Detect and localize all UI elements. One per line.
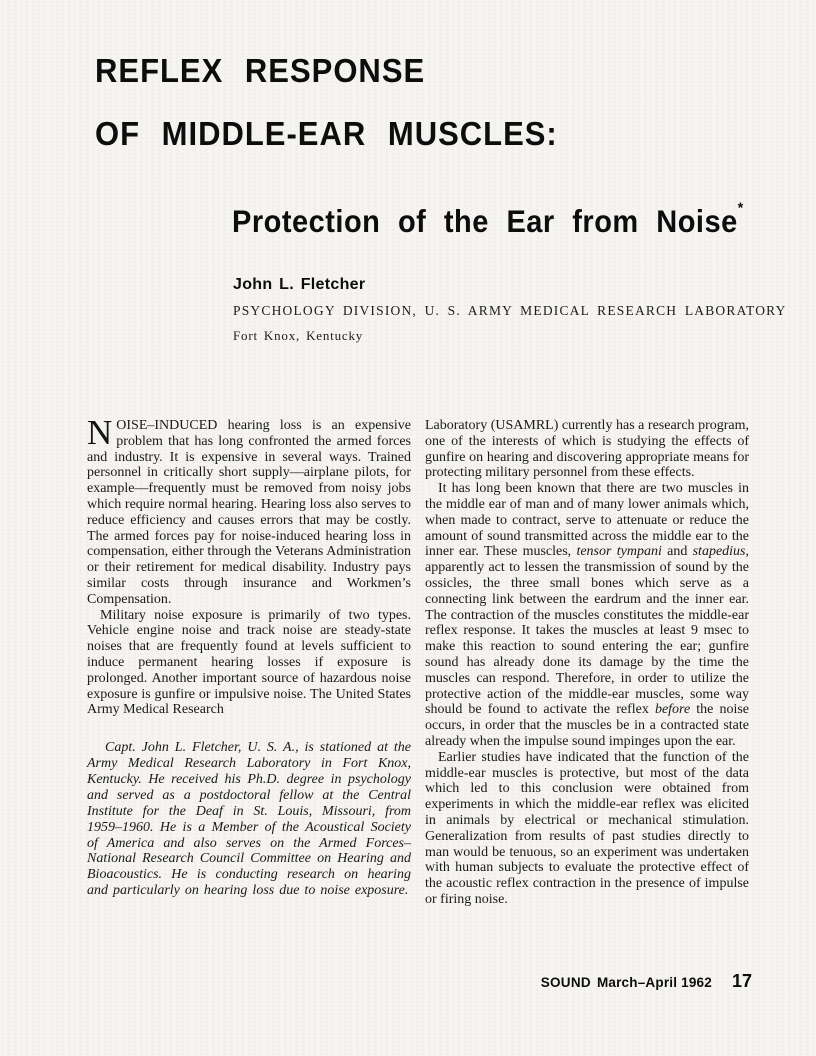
- drop-cap: N: [87, 413, 113, 452]
- paragraph-laboratory: Laboratory (USAMRL) currently has a research program, one of the interests of which is studying the effects of gunfire on hearing and discovering appropriate means for protecting military personnel from these effects.: [425, 418, 749, 481]
- right-column: [425, 418, 749, 908]
- article-subtitle-text: Protection of the Ear from Noise: [232, 205, 738, 240]
- paragraph-military-noise: Military noise exposure is primarily of two types. Vehicle engine noise and track noise are steady-state noises that are frequently found at levels sufficient to induce permanent hearing losses if exposure is prolonged. Another important source of hazardous noise exposure is gunfire or impulsive noise. The United States Army Medical Research: [87, 607, 411, 718]
- journal-issue: March–April 1962: [596, 975, 712, 990]
- article-body: [87, 413, 750, 908]
- author-affiliation: PSYCHOLOGY DIVISION, U. S. ARMY MEDICAL RESEARCH LABORATORY: [233, 303, 787, 318]
- article-subtitle: [232, 190, 743, 240]
- left-column: [87, 413, 411, 908]
- article-title: [95, 51, 558, 153]
- paragraph-two-muscles: It has long been known that there are two muscles in the middle ear of man and of many lower animals which, when made to contract, serve to attenuate or reduce the amount of sound transmitted across the middle ear to the inner ear. These muscles, tensor tympani and stapedius, apparently act to lessen the transmission of sound by the ossicles, the three small bones which serve as a connecting link between the eardrum and the inner ear. The contraction of the muscles constitutes the middle-ear reflex response. It takes the muscles at least 9 msec to make this reaction to sound entering the ear; gunfire sound has already done its damage by the time the muscles can respond. Therefore, in order to utilize the protective action of the middle-ear muscles, some way should be found to activate the reflex before the noise occurs, in order that the muscles be in a contracted state already when the impulse sound impinges upon the ear.: [425, 481, 750, 749]
- paragraph-noise-induced-text: OISE–INDUCED hearing loss is an expensive problem that has long confronted the armed forces and industry. It is expensive in several ways. Trained personnel in critically short supply—airplane pilots, for example—frequently must be removed from noisy jobs which require normal hearing. Hearing loss also serves to reduce efficiency and causes errors that may be costly. The armed forces pay for noise-induced hearing loss in compensation, either through the Veterans Administration or their retirement for medical disability. Industry pays similar costs through insurance and Workmen’s Compensation.: [87, 418, 411, 607]
- paragraph-noise-induced: [87, 413, 411, 608]
- author-block: [233, 276, 787, 344]
- author-bio-note: Capt. John L. Fletcher, U. S. A., is stationed at the Army Medical Research Laboratory in Fort Knox, Kentucky. He received his Ph.D. degree in psychology and served as a postdoctoral fellow at the Central Institute for the Deaf in St. Louis, Missouri, from 1959–1960. He is a Member of the Acoustical Society of America and also serves on the Armed Forces–National Research Council Committee on Hearing and Bioacoustics. He is conducting research on hearing and particularly on hearing loss due to noise exposure.: [87, 740, 411, 899]
- author-location: Fort Knox, Kentucky: [233, 328, 364, 343]
- paragraph-earlier-studies: Earlier studies have indicated that the function of the middle-ear muscles is protective, but most of the data which led to this conclusion were obtained from experiments in which the middle-ear reflex was elicited in animals by electrical or mechanical stimulation. Generalization from results of past studies directly to man would be tenuous, so an experiment was undertaken with human subjects to evaluate the protective effect of the acoustic reflex contraction in the presence of impulse or firing noise.: [425, 749, 749, 907]
- article-title-line2: OF MIDDLE-EAR MUSCLES:: [95, 114, 558, 153]
- author-name: John L. Fletcher: [233, 276, 366, 293]
- footnote-asterisk: *: [737, 198, 744, 216]
- journal-name: SOUND: [540, 975, 591, 990]
- page-footer: [0, 971, 752, 992]
- page-number: 17: [731, 971, 752, 991]
- article-title-line1: REFLEX RESPONSE: [95, 51, 426, 90]
